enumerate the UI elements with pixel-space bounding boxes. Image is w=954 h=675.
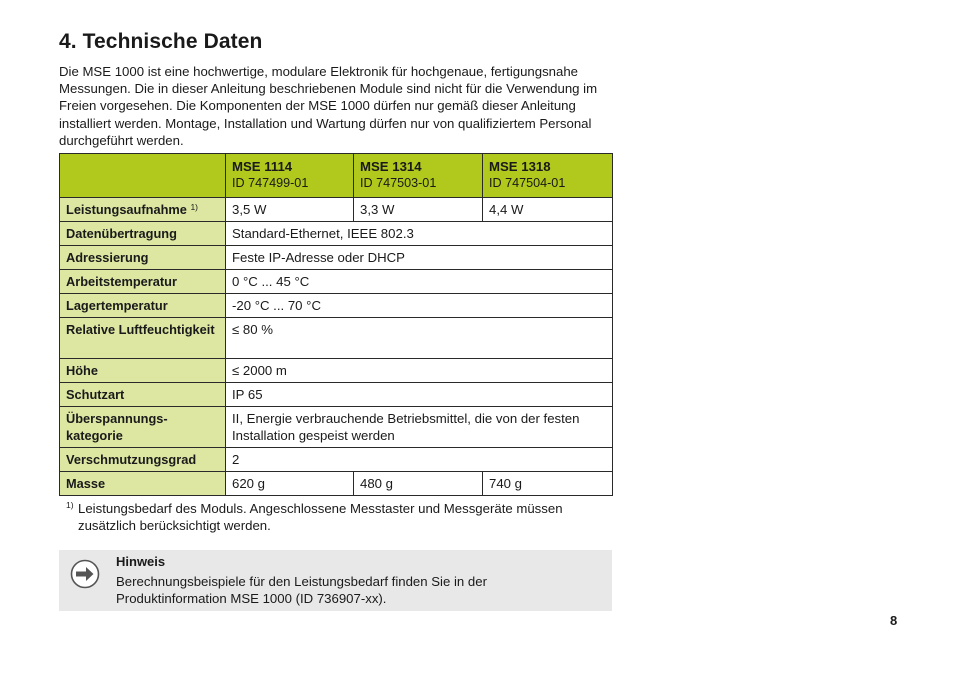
table-row xyxy=(60,472,613,496)
row-label-store-temp: Lagertemperatur xyxy=(60,294,226,318)
model-id: ID 747499-01 xyxy=(232,176,309,190)
table-row xyxy=(60,198,613,222)
cell-value: 740 g xyxy=(483,472,613,496)
spec-table xyxy=(59,153,613,496)
row-label-overvoltage: Überspannungs-kategorie xyxy=(60,407,226,448)
model-id: ID 747504-01 xyxy=(489,176,566,190)
note-heading: Hinweis xyxy=(116,554,166,569)
footnote-ref: 1) xyxy=(190,202,199,212)
row-label-data: Datenübertragung xyxy=(60,222,226,246)
cell-value: -20 °C ... 70 °C xyxy=(226,294,613,318)
cell-value: 620 g xyxy=(226,472,354,496)
table-row xyxy=(60,294,613,318)
intro-paragraph: Die MSE 1000 ist eine hochwertige, modulare Elektronik für hochgenaue, fertigungsnahe Messungen. Die in dieser Anleitung beschriebenen Module sind nicht für die Verwendung im Freien vorgesehen. Die Komponenten der MSE 1000 dürfen nur gemäß dieser Anleitung installiert werden. Montage, Installation und Wartung dürfen nur von qualifiziertem Personal durchgeführt werden. xyxy=(59,64,598,148)
cell-value: 0 °C ... 45 °C xyxy=(226,270,613,294)
cell-value: 2 xyxy=(226,448,613,472)
cell-value: IP 65 xyxy=(226,383,613,407)
header-corner-cell xyxy=(60,154,226,198)
cell-value: Feste IP-Adresse oder DHCP xyxy=(226,246,613,270)
model-id: ID 747503-01 xyxy=(360,176,437,190)
note-box xyxy=(59,550,612,611)
header-model-3 xyxy=(483,154,613,198)
model-name: MSE 1318 xyxy=(489,159,551,174)
footnote xyxy=(66,500,606,534)
cell-value: 480 g xyxy=(354,472,483,496)
cell-value: ≤ 80 % xyxy=(226,318,613,359)
model-name: MSE 1314 xyxy=(360,159,422,174)
footnote-mark: 1) xyxy=(66,500,74,510)
footnote-text: Leistungsbedarf des Moduls. Angeschlossene Messtaster und Messgeräte müssen zusätzlich berücksichtigt werden. xyxy=(78,501,563,533)
cell-value: 3,5 W xyxy=(226,198,354,222)
row-label-addressing: Adressierung xyxy=(60,246,226,270)
cell-value: 4,4 W xyxy=(483,198,613,222)
row-label-power: Leistungsaufnahme $^{1)}$ xyxy=(60,198,226,222)
row-label-protection: Schutzart xyxy=(60,383,226,407)
table-row xyxy=(60,246,613,270)
table-row xyxy=(60,448,613,472)
cell-value: 3,3 W xyxy=(354,198,483,222)
row-label-altitude: Höhe xyxy=(60,359,226,383)
note-body: Berechnungsbeispiele für den Leistungsbedarf finden Sie in der Produktinformation MSE 1000 (ID 736907-xx). xyxy=(116,574,487,606)
table-row xyxy=(60,270,613,294)
header-model-1 xyxy=(226,154,354,198)
table-row xyxy=(60,407,613,448)
header-model-2 xyxy=(354,154,483,198)
page-number: 8 xyxy=(890,613,898,628)
cell-value: II, Energie verbrauchende Betriebsmittel, die von der festen Installation gespeist werden xyxy=(226,407,613,448)
model-name: MSE 1114 xyxy=(232,159,293,174)
cell-value: ≤ 2000 m xyxy=(226,359,613,383)
table-header-row xyxy=(60,154,613,198)
table-row xyxy=(60,383,613,407)
row-label-humidity: Relative Luftfeuchtigkeit xyxy=(60,318,226,359)
row-label-pollution: Verschmutzungsgrad xyxy=(60,448,226,472)
row-label-mass: Masse xyxy=(60,472,226,496)
row-label-work-temp: Arbeitstemperatur xyxy=(60,270,226,294)
arrow-right-circle-icon xyxy=(70,559,100,589)
page-title: 4. Technische Daten xyxy=(59,30,263,53)
table-row xyxy=(60,318,613,359)
cell-value: Standard-Ethernet, IEEE 802.3 xyxy=(226,222,613,246)
table-row xyxy=(60,359,613,383)
table-row xyxy=(60,222,613,246)
